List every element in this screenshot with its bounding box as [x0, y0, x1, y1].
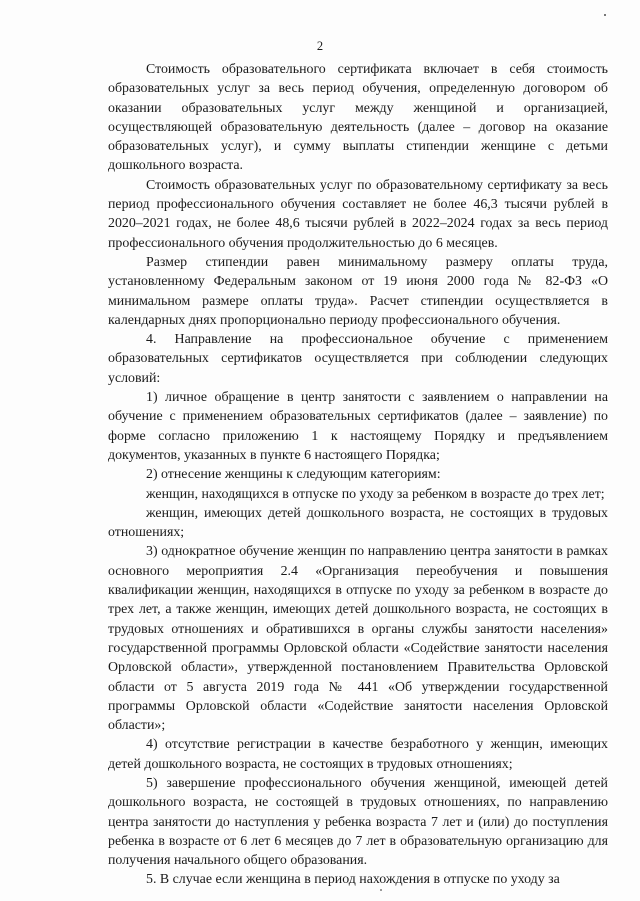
paragraph-clause-4: 4. Направление на профессиональное обучение с применением образовательных сертификатов осуществляется при соблюдении следующих условий:	[108, 332, 608, 386]
scan-speck	[380, 889, 382, 891]
paragraph-condition-1: 1) личное обращение в центр занятости с заявлением о направлении на обучение с применением образовательных сертификатов (далее – заявление) по форме согласно приложению 1 к настоящему Порядку и предъявлением документов, указанных в пункте 6 настоящего Порядка;	[108, 390, 608, 463]
paragraph-certificate-cost: Стоимость образовательного сертификата включает в себя стоимость образовательных услуг за весь период обучения, определенную договором об оказании образовательных услуг между женщиной и организацией, осуществляющей образовательную деятельность (далее – договор на оказание образовательных услуг), и сумму выплаты стипендии женщине с детьми дошкольного возраста.	[108, 62, 608, 174]
scan-speck	[604, 14, 606, 16]
paragraph-condition-5: 5) завершение профессионального обучения женщиной, имеющей детей дошкольного возраста, не состоящей в трудовых отношениях, по направлению центра занятости до наступления у ребенка возраста 7 лет и (или) до поступления ребенка в возрасте от 6 лет 6 месяцев до 7 лет в образовательную организацию для получения начального общего образования.	[108, 775, 608, 869]
paragraph-service-cost: Стоимость образовательных услуг по образовательному сертификату за весь период профессионального обучения составляет не более 46,3 тысячи рублей в 2020–2021 годах, не более 48,6 тысячи рублей в 2022–2024 годах за весь период профессионального обучения продолжительностью до 6 месяцев.	[108, 177, 608, 251]
paragraph-condition-2: 2) отнесение женщины к следующим категориям:	[146, 467, 441, 483]
paragraph-condition-4: 4) отсутствие регистрации в качестве безработного у женщин, имеющих детей дошкольного возраста, не состоящих в трудовых отношениях;	[108, 737, 608, 772]
paragraph-clause-5: 5. В случае если женщина в период нахождения в отпуске по уходу за	[146, 872, 560, 888]
document-body	[108, 60, 608, 890]
paragraph-category-preschool: женщин, имеющих детей дошкольного возраста, не состоящих в трудовых отношениях;	[108, 505, 608, 541]
paragraph-condition-3: 3) однократное обучение женщин по направлению центра занятости в рамках основного мероприятия 2.4 «Организация переобучения и повышения квалификации женщин, находящихся в отпуске по уходу за ребенком в возрасте до трех лет, а также женщин, имеющих детей дошкольного возраста, не состоящих в трудовых отношениях и обратившихся в органы службы занятости населения» государственной программы Орловской области «Содействие занятости населения Орловской области», утвержденной постановлением Правительства Орловской области от 5 августа 2019 года № 441 «Об утверждении государственной программы Орловской области «Содействие занятости населения Орловской области»;	[108, 544, 608, 734]
paragraph-stipend-size: Размер стипендии равен минимальному размеру оплаты труда, установленному Федеральным законом от 19 июня 2000 года № 82-ФЗ «О минимальном размере оплаты труда». Расчет стипендии осуществляется в календарных днях пропорционально периоду профессионального обучения.	[108, 254, 608, 328]
page-number: 2	[316, 39, 324, 53]
paragraph-category-leave: женщин, находящихся в отпуске по уходу за ребенком в возрасте до трех лет;	[146, 486, 605, 502]
